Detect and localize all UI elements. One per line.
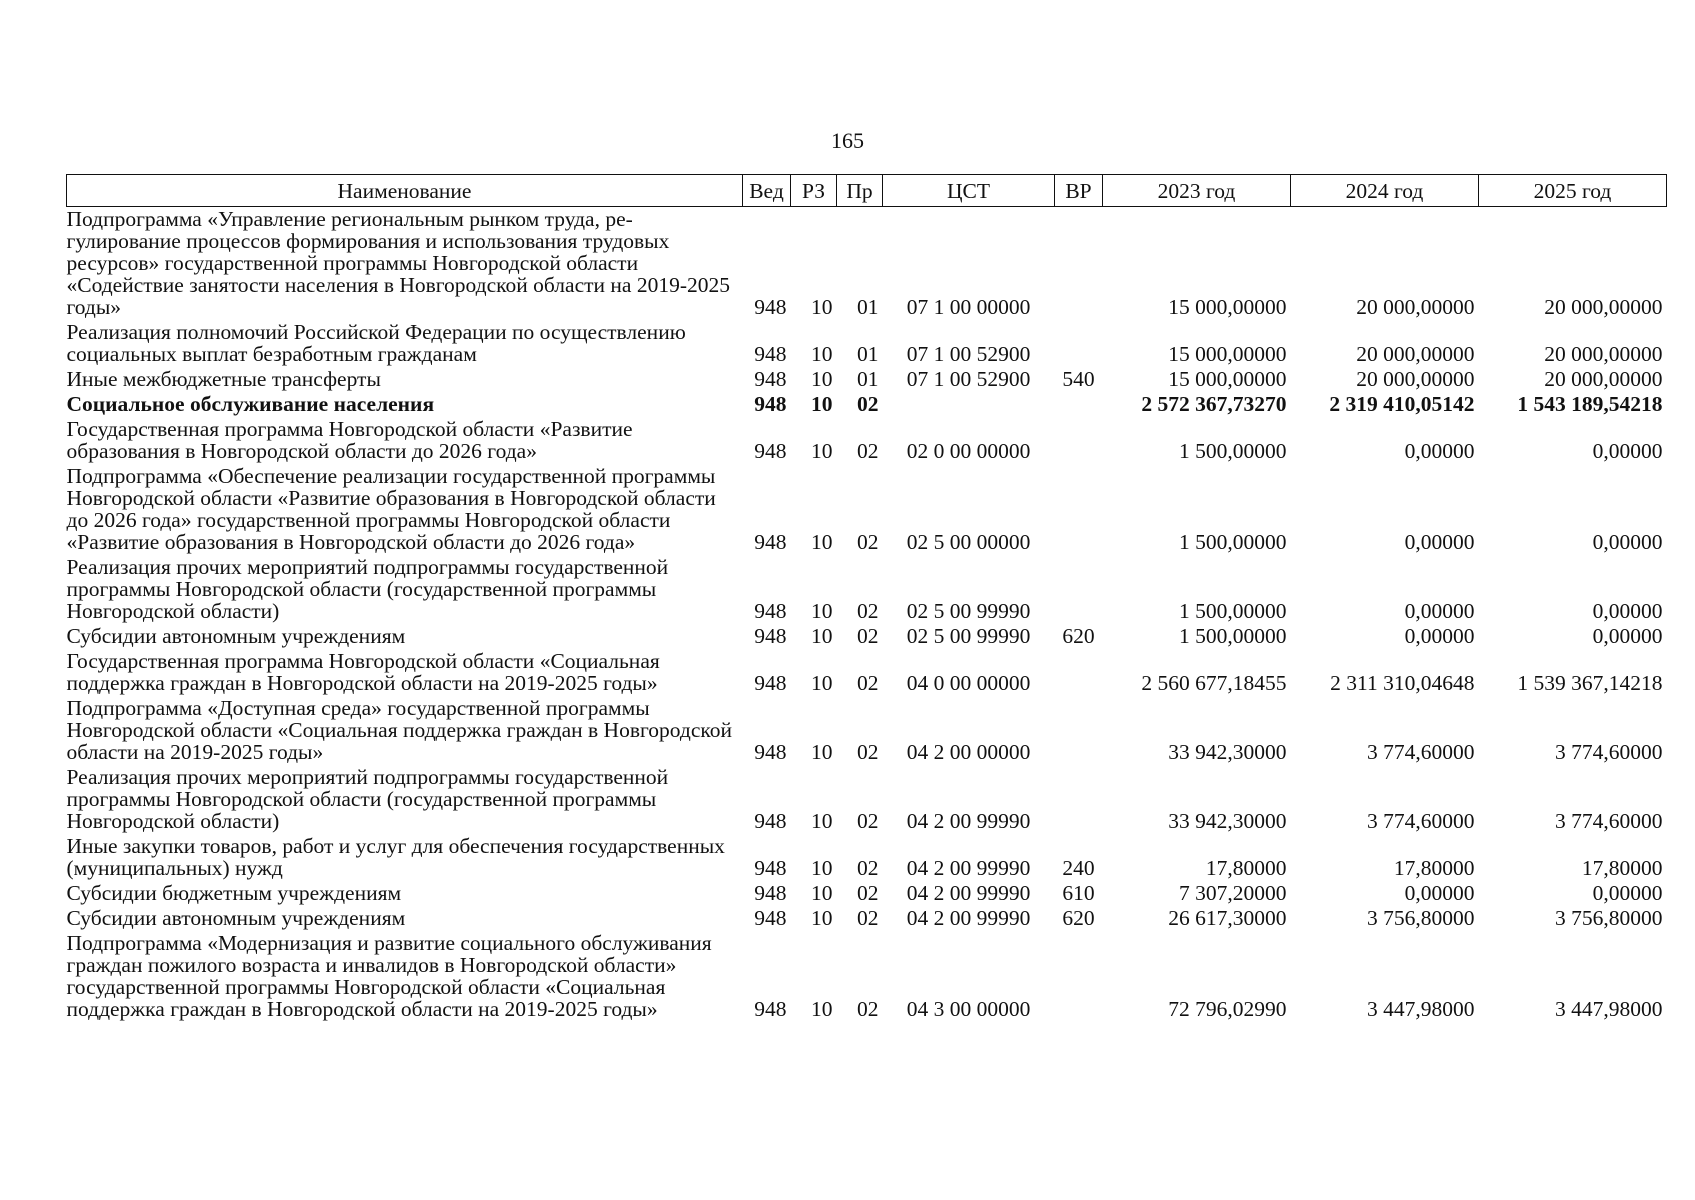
row-name: Подпрограмма «Обеспечение реализации государственной программы Новгородской области «Развитие образования в Новгородской области до 2026 года» государственной программы Новгородской области «Развитие образования в Новгородской области до 2026 года»	[66, 464, 716, 554]
row-name: Государственная программа Новгородской области «Развитие образования в Новгородской области до 2026 года»	[66, 417, 633, 463]
row-rz: 10	[811, 599, 833, 623]
row-pr: 02	[857, 906, 879, 930]
table-row	[67, 464, 1667, 555]
row-ved: 948	[754, 740, 787, 764]
table-row	[67, 834, 1667, 881]
row-pr: 02	[857, 624, 879, 648]
row-value-2025: 17,80000	[1581, 856, 1663, 880]
row-value-2025: 20 000,00000	[1544, 295, 1663, 319]
row-value-2023: 72 796,02990	[1168, 997, 1287, 1021]
row-value-2023: 2 572 367,73270	[1141, 392, 1287, 416]
row-rz: 10	[811, 997, 833, 1021]
row-value-2024: 0,00000	[1404, 439, 1475, 463]
row-value-2024: 20 000,00000	[1356, 342, 1475, 366]
row-rz: 10	[811, 624, 833, 648]
row-value-2023: 1 500,00000	[1179, 599, 1287, 623]
row-pr: 02	[857, 740, 879, 764]
row-ved: 948	[754, 997, 787, 1021]
table-row	[67, 555, 1667, 624]
row-vr	[1055, 765, 1103, 834]
row-pr: 01	[857, 367, 879, 391]
table-row	[67, 367, 1667, 392]
row-value-2023: 26 617,30000	[1168, 906, 1287, 930]
header-cst: ЦСТ	[883, 175, 1055, 207]
row-value-2024: 3 756,80000	[1367, 906, 1475, 930]
row-value-2023: 15 000,00000	[1168, 367, 1287, 391]
row-rz: 10	[811, 906, 833, 930]
row-value-2025: 0,00000	[1592, 599, 1663, 623]
row-name: Реализация прочих мероприятий подпрограммы государственной программы Новгородской области (государственной программы Новгородской области)	[66, 765, 669, 833]
row-value-2024: 3 774,60000	[1367, 740, 1475, 764]
row-cst: 04 2 00 00000	[906, 740, 1031, 764]
row-cst: 07 1 00 00000	[906, 295, 1031, 319]
table-row	[67, 696, 1667, 765]
row-ved: 948	[754, 342, 787, 366]
row-value-2025: 3 774,60000	[1555, 740, 1663, 764]
row-cst: 02 5 00 99990	[906, 624, 1031, 648]
row-value-2023: 2 560 677,18455	[1141, 671, 1287, 695]
header-2025: 2025 год	[1479, 175, 1667, 207]
row-value-2023: 17,80000	[1205, 856, 1287, 880]
row-vr	[1055, 696, 1103, 765]
row-vr: 540	[1062, 367, 1095, 391]
budget-table	[66, 174, 1667, 1022]
row-ved: 948	[754, 530, 787, 554]
row-value-2024: 17,80000	[1393, 856, 1475, 880]
row-value-2025: 3 774,60000	[1555, 809, 1663, 833]
table-row	[67, 649, 1667, 696]
header-row	[67, 175, 1667, 207]
row-ved: 948	[754, 809, 787, 833]
row-rz: 10	[811, 392, 833, 416]
row-ved: 948	[754, 439, 787, 463]
row-value-2025: 3 447,98000	[1555, 997, 1663, 1021]
row-pr: 01	[857, 342, 879, 366]
row-cst: 02 5 00 99990	[906, 599, 1031, 623]
row-value-2025: 0,00000	[1592, 439, 1663, 463]
row-value-2024: 20 000,00000	[1356, 367, 1475, 391]
row-value-2024: 0,00000	[1404, 530, 1475, 554]
row-value-2024: 0,00000	[1404, 624, 1475, 648]
table-row	[67, 765, 1667, 834]
row-value-2024: 2 319 410,05142	[1329, 392, 1475, 416]
row-rz: 10	[811, 342, 833, 366]
row-cst: 04 3 00 00000	[906, 997, 1031, 1021]
row-name: Субсидии автономным учреждениям	[66, 906, 406, 930]
row-value-2025: 20 000,00000	[1544, 342, 1663, 366]
table-row	[67, 417, 1667, 464]
row-cst: 07 1 00 52900	[906, 367, 1031, 391]
row-value-2023: 7 307,20000	[1179, 881, 1287, 905]
row-value-2025: 1 539 367,14218	[1517, 671, 1663, 695]
row-vr	[1055, 207, 1103, 321]
row-vr: 240	[1062, 856, 1095, 880]
row-value-2025: 0,00000	[1592, 530, 1663, 554]
row-ved: 948	[754, 671, 787, 695]
row-pr: 02	[857, 599, 879, 623]
row-vr	[1055, 417, 1103, 464]
row-vr	[1055, 931, 1103, 1022]
row-value-2024: 20 000,00000	[1356, 295, 1475, 319]
row-name: Реализация полномочий Российской Федерации по осуществлению социальных выплат безработным гражданам	[66, 320, 686, 366]
row-ved: 948	[754, 295, 787, 319]
row-cst: 04 2 00 99990	[906, 906, 1031, 930]
row-value-2023: 1 500,00000	[1179, 439, 1287, 463]
row-name: Государственная программа Новгородской области «Социальная поддержка граждан в Новгородской области на 2019-2025 годы»	[66, 649, 660, 695]
row-vr: 610	[1062, 881, 1095, 905]
table-header	[67, 175, 1667, 207]
row-pr: 02	[857, 809, 879, 833]
row-vr	[1055, 649, 1103, 696]
row-name: Подпрограмма «Модернизация и развитие социального обслуживания граждан пожилого возраста и инвалидов в Новгородской области» государственной программы Новгородской области «Социальная поддержка граждан в Новгородской области на 2019-2025 годы»	[66, 931, 712, 1021]
row-cst: 07 1 00 52900	[906, 342, 1031, 366]
table-row	[67, 906, 1667, 931]
table-row	[67, 207, 1667, 321]
row-value-2024: 3 447,98000	[1367, 997, 1475, 1021]
row-cst: 04 2 00 99990	[906, 809, 1031, 833]
row-vr	[1055, 555, 1103, 624]
row-value-2025: 0,00000	[1592, 624, 1663, 648]
row-ved: 948	[754, 906, 787, 930]
table-row	[67, 624, 1667, 649]
row-value-2024: 0,00000	[1404, 881, 1475, 905]
row-cst: 04 2 00 99990	[906, 856, 1031, 880]
row-pr: 01	[857, 295, 879, 319]
table-row	[67, 320, 1667, 367]
row-rz: 10	[811, 295, 833, 319]
row-pr: 02	[857, 530, 879, 554]
row-rz: 10	[811, 367, 833, 391]
row-pr: 02	[857, 856, 879, 880]
row-name: Иные закупки товаров, работ и услуг для обеспечения государственных (муниципальных) нужд	[66, 834, 725, 880]
row-vr: 620	[1062, 624, 1095, 648]
table-row	[67, 931, 1667, 1022]
row-rz: 10	[811, 856, 833, 880]
row-value-2024: 2 311 310,04648	[1330, 671, 1475, 695]
row-ved: 948	[754, 881, 787, 905]
row-cst	[883, 392, 1055, 417]
header-pr: Пр	[837, 175, 883, 207]
row-name: Иные межбюджетные трансферты	[66, 367, 381, 391]
row-pr: 02	[857, 881, 879, 905]
row-pr: 02	[857, 671, 879, 695]
row-value-2025: 3 756,80000	[1555, 906, 1663, 930]
row-value-2025: 20 000,00000	[1544, 367, 1663, 391]
row-pr: 02	[857, 997, 879, 1021]
row-vr	[1055, 320, 1103, 367]
header-vr: ВР	[1055, 175, 1103, 207]
row-value-2024: 3 774,60000	[1367, 809, 1475, 833]
row-value-2023: 1 500,00000	[1179, 624, 1287, 648]
row-value-2025: 0,00000	[1592, 881, 1663, 905]
row-value-2023: 33 942,30000	[1168, 740, 1287, 764]
row-name: Социальное обслуживание населения	[66, 392, 435, 416]
row-value-2023: 15 000,00000	[1168, 295, 1287, 319]
row-rz: 10	[811, 530, 833, 554]
row-ved: 948	[754, 856, 787, 880]
row-cst: 04 2 00 99990	[906, 881, 1031, 905]
row-ved: 948	[754, 599, 787, 623]
row-vr: 620	[1062, 906, 1095, 930]
row-vr	[1055, 392, 1103, 417]
row-pr: 02	[857, 392, 879, 416]
row-ved: 948	[754, 624, 787, 648]
row-ved: 948	[754, 367, 787, 391]
header-rz: РЗ	[791, 175, 837, 207]
row-name: Подпрограмма «Доступная среда» государственной программы Новгородской области «Социальная поддержка граждан в Новгородской области на 2019-2025 годы»	[66, 696, 732, 764]
header-name: Наименование	[67, 175, 743, 207]
row-rz: 10	[811, 671, 833, 695]
header-2023: 2023 год	[1103, 175, 1291, 207]
row-value-2023: 33 942,30000	[1168, 809, 1287, 833]
row-rz: 10	[811, 881, 833, 905]
row-vr	[1055, 464, 1103, 555]
page-number: 165	[831, 128, 864, 153]
table-body	[67, 207, 1667, 1023]
row-value-2025: 1 543 189,54218	[1517, 392, 1663, 416]
header-ved: Вед	[743, 175, 791, 207]
row-cst: 02 0 00 00000	[906, 439, 1031, 463]
row-name: Субсидии автономным учреждениям	[66, 624, 406, 648]
row-rz: 10	[811, 809, 833, 833]
row-value-2023: 1 500,00000	[1179, 530, 1287, 554]
header-2024: 2024 год	[1291, 175, 1479, 207]
row-rz: 10	[811, 740, 833, 764]
row-value-2023: 15 000,00000	[1168, 342, 1287, 366]
table-row	[67, 392, 1667, 417]
row-name: Подпрограмма «Управление региональным рынком труда, регулирование процессов формирования и использования трудовых ресурсов» государственной программы Новгородской области «Содействие занятости населения в Новгородской области на 2019-2025 годы»	[66, 207, 730, 319]
row-cst: 02 5 00 00000	[906, 530, 1031, 554]
row-rz: 10	[811, 439, 833, 463]
table-row	[67, 881, 1667, 906]
row-cst: 04 0 00 00000	[906, 671, 1031, 695]
row-name: Реализация прочих мероприятий подпрограммы государственной программы Новгородской области (государственной программы Новгородской области)	[66, 555, 669, 623]
row-pr: 02	[857, 439, 879, 463]
row-name: Субсидии бюджетным учреждениям	[66, 881, 402, 905]
row-value-2024: 0,00000	[1404, 599, 1475, 623]
row-ved: 948	[754, 392, 787, 416]
